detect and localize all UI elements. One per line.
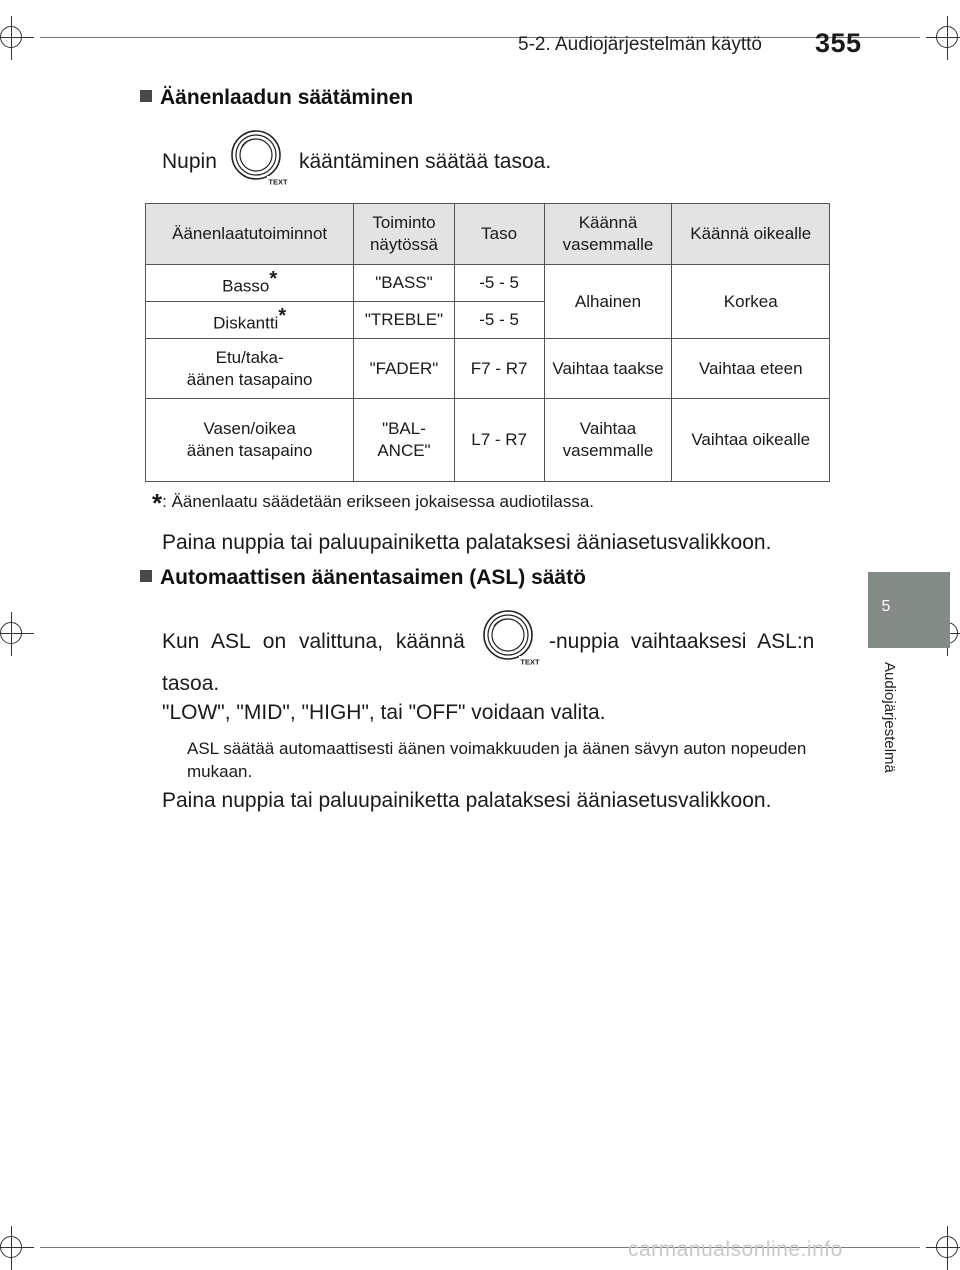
- table-row: [146, 339, 830, 399]
- table-cell-function: Basso*: [146, 265, 354, 302]
- table-row: [146, 399, 830, 482]
- return-instruction-1: Paina nuppia tai paluupainiketta palataksesi ääniasetusvalikkoon.: [162, 531, 772, 554]
- tune-knob-icon: [481, 608, 541, 668]
- table-cell-level: F7 - R7: [454, 339, 544, 399]
- table-cell-level: -5 - 5: [454, 302, 544, 339]
- registration-mark-top-right: [926, 16, 960, 60]
- table-cell-display: "BAL- ANCE": [354, 399, 454, 482]
- chapter-tab: [868, 572, 950, 648]
- intro-text-after: kääntäminen säätää tasoa.: [299, 150, 552, 173]
- asl-text-line2: tasoa.: [162, 672, 220, 695]
- asl-options: "LOW", "MID", "HIGH", tai "OFF" voidaan valita.: [162, 701, 606, 724]
- table-header-cell: Käännä vasemmalle: [544, 204, 672, 265]
- knob-label: TEXT: [520, 657, 540, 667]
- intro-text-before: Nupin: [162, 150, 217, 173]
- table-cell-function: Vasen/oikea äänen tasapaino: [146, 399, 354, 482]
- asl-text-before: Kun ASL on valittuna, käännä: [162, 630, 465, 653]
- table-header-cell: Äänenlaatutoiminnot: [146, 204, 354, 265]
- page-number: 355: [815, 28, 862, 58]
- table-cell-function: Diskantti*: [146, 302, 354, 339]
- footnote: *: Äänenlaatu säädetään erikseen jokaisessa audiotilassa.: [152, 488, 595, 518]
- table-cell-left: Vaihtaa taakse: [544, 339, 672, 399]
- heading-bullet-icon: [140, 570, 152, 582]
- footnote-mark: *: [152, 488, 163, 518]
- section-heading-asl: Automaattisen äänentasaimen (ASL) säätö: [140, 566, 586, 590]
- chapter-side-title: Audiojärjestelmä: [881, 662, 898, 773]
- registration-mark-mid-left: [0, 612, 34, 656]
- asl-text-after: -nuppia vaihtaaksesi ASL:n: [549, 630, 815, 653]
- footnote-asterisk: *: [278, 305, 287, 328]
- watermark: carmanualsonline.info: [628, 1238, 843, 1261]
- table-cell-level: -5 - 5: [454, 265, 544, 302]
- header-section-title: 5-2. Audiojärjestelmän käyttö: [518, 34, 762, 55]
- table-cell-left: Vaihtaa vasemmalle: [544, 399, 672, 482]
- table-cell-merged-left: Alhainen: [544, 265, 672, 339]
- registration-mark-top-left: [0, 16, 34, 60]
- footnote-asterisk: *: [269, 268, 278, 291]
- table-header-cell: Toiminto näytössä: [354, 204, 454, 265]
- registration-mark-bottom-left: [0, 1226, 34, 1270]
- sound-quality-table: [145, 203, 830, 482]
- heading-bullet-icon: [140, 90, 152, 102]
- table-cell-merged-right: Korkea: [672, 265, 830, 339]
- table-header-row: [146, 204, 830, 265]
- asl-note: ASL säätää automaattisesti äänen voimakkuuden ja äänen sävyn auton nopeuden mukaan.: [187, 739, 807, 781]
- table-row: [146, 265, 830, 302]
- table-cell-display: "FADER": [354, 339, 454, 399]
- trim-line-top: [40, 37, 920, 38]
- tune-knob-icon: [229, 128, 289, 188]
- registration-mark-bottom-right: [926, 1226, 960, 1270]
- table-cell-display: "TREBLE": [354, 302, 454, 339]
- table-cell-right: Vaihtaa oikealle: [672, 399, 830, 482]
- table-cell-display: "BASS": [354, 265, 454, 302]
- table-cell-function: Etu/taka- äänen tasapaino: [146, 339, 354, 399]
- table-cell-level: L7 - R7: [454, 399, 544, 482]
- chapter-number: 5: [881, 598, 891, 615]
- table-header-cell: Taso: [454, 204, 544, 265]
- return-instruction-2: Paina nuppia tai paluupainiketta palataksesi ääniasetusvalikkoon.: [162, 789, 772, 812]
- table-cell-right: Vaihtaa eteen: [672, 339, 830, 399]
- section-heading-sound-quality: Äänenlaadun säätäminen: [140, 86, 413, 110]
- knob-label: TEXT: [268, 177, 288, 187]
- table-header-cell: Käännä oikealle: [672, 204, 830, 265]
